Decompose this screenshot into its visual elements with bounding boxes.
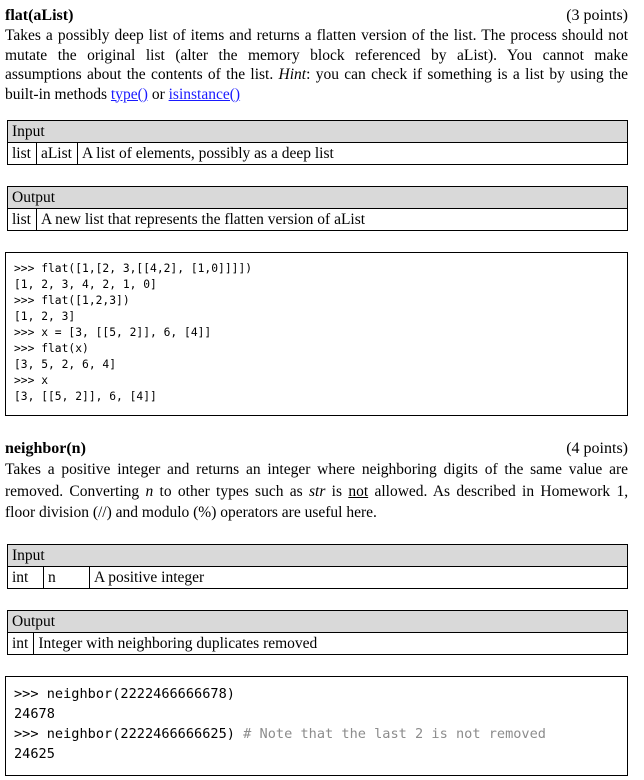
param-type: int	[8, 567, 44, 588]
return-description: Integer with neighboring duplicates removed	[38, 635, 318, 652]
param-name: n	[44, 567, 90, 588]
description-text: allowed. As described in Homework 1,	[374, 482, 629, 500]
code-line: >>> neighbor(2222466666678)	[14, 686, 235, 702]
hint-label: Hint	[278, 66, 307, 83]
code-line: 24678	[14, 706, 55, 722]
param-name: aList	[37, 143, 78, 164]
param-description: A list of elements, possibly as a deep list	[81, 145, 334, 162]
description-text: or	[151, 85, 165, 103]
neighbor-examples-box	[5, 676, 628, 776]
isinstance-link[interactable]: isinstance()	[168, 85, 241, 103]
description-line: Takes a positive integer and returns an integer where neighboring digits of the same value are	[5, 461, 628, 478]
description-text: built-in methods	[5, 85, 108, 103]
output-table-row	[8, 633, 627, 654]
code-line: [1, 2, 3]	[14, 310, 76, 323]
description-line	[5, 481, 628, 503]
description-line: Takes a possibly deep list of items and returns a flatten version of the list. The process should not	[5, 27, 628, 44]
description-line	[5, 65, 628, 85]
code-line	[14, 726, 546, 742]
points-label: (3 points)	[566, 7, 628, 24]
code-line: [3, 5, 2, 6, 4]	[14, 358, 117, 371]
input-table-header: Input	[8, 121, 627, 143]
flat-examples-box	[5, 252, 628, 416]
description-line: mutate the original list (alter the memory block referenced by aList). You cannot make	[5, 46, 628, 64]
code-call: >>> neighbor(2222466666625)	[14, 726, 235, 742]
return-type: list	[8, 209, 37, 230]
type-str: str	[308, 482, 326, 500]
description-text: : you can check if something is a list by using the	[306, 66, 628, 83]
description-text: to other types such as	[159, 482, 303, 500]
return-type: int	[8, 633, 34, 654]
code-line: >>> x	[14, 374, 49, 387]
emphasis-not: not	[348, 482, 369, 500]
code-line: 24625	[14, 746, 55, 762]
description-text: assumptions about the contents of the list.	[5, 66, 274, 83]
output-table-header: Output	[8, 611, 627, 633]
code-line: >>> flat([1,[2, 3,[[4,2], [1,0]]]])	[14, 262, 253, 275]
points-label: (4 points)	[566, 440, 628, 457]
code-comment: # Note that the last 2 is not removed	[243, 726, 546, 742]
neighbor-description	[5, 459, 628, 524]
flat-input-table	[7, 120, 628, 165]
function-title: flat(aList)	[5, 7, 74, 24]
param-type: list	[8, 143, 37, 164]
input-table-row	[8, 567, 627, 588]
function-title: neighbor(n)	[5, 440, 86, 457]
input-table-row	[8, 143, 627, 164]
code-line: [3, [[5, 2]], 6, [4]]	[14, 390, 157, 403]
code-line: [1, 2, 3, 4, 2, 1, 0]	[14, 278, 157, 291]
input-table-header: Input	[8, 545, 627, 567]
code-line: >>> flat([1,2,3])	[14, 294, 130, 307]
neighbor-input-table	[7, 544, 628, 589]
flat-description	[5, 26, 628, 104]
return-description: A new list that represents the flatten version of aList	[40, 211, 366, 228]
description-line: floor division (//) and modulo (%) operators are useful here.	[5, 504, 377, 521]
variable-n: n	[145, 482, 154, 500]
flat-output-table	[7, 186, 628, 231]
output-table-header: Output	[8, 187, 627, 209]
neighbor-output-table	[7, 610, 628, 655]
output-table-row	[8, 209, 627, 230]
description-line	[5, 85, 628, 105]
type-link[interactable]: type()	[110, 85, 148, 103]
param-description: A positive integer	[94, 569, 205, 586]
code-line: >>> flat(x)	[14, 342, 89, 355]
description-text: removed. Converting	[5, 482, 140, 500]
code-line: >>> x = [3, [[5, 2]], 6, [4]]	[14, 326, 212, 339]
description-text: is	[331, 482, 343, 500]
